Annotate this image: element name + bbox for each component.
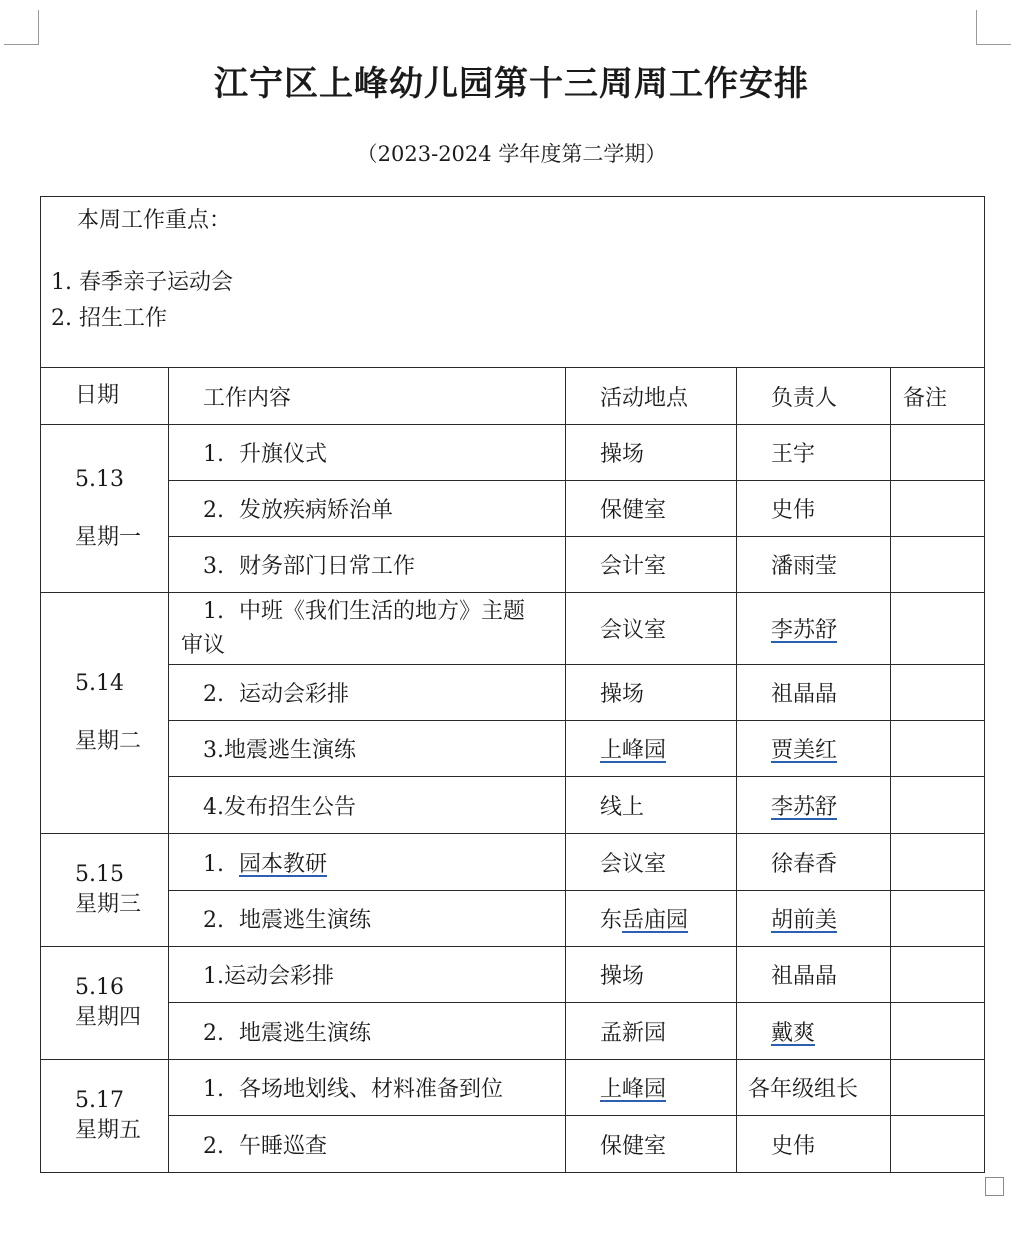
header-note: 备注 — [891, 368, 985, 425]
table-row — [41, 721, 985, 777]
table-row — [41, 665, 985, 721]
task-cell — [169, 947, 566, 1003]
note-cell — [891, 537, 985, 593]
note-cell — [891, 891, 985, 947]
owner-cell: 史伟 — [737, 481, 891, 537]
task-cell — [169, 481, 566, 537]
task-text: 午睡巡查 — [239, 1133, 328, 1159]
note-cell — [891, 593, 985, 665]
focus-row — [41, 197, 985, 368]
location-cell: 会议室 — [566, 834, 737, 891]
note-cell — [891, 1060, 985, 1116]
task-number: 2. — [203, 498, 224, 523]
date-label: 5.16 — [75, 975, 124, 1000]
page-corner-mark-top-right — [976, 10, 1011, 45]
task-number: 2. — [203, 908, 224, 933]
owner-cell: 祖晶晶 — [737, 665, 891, 721]
task-cell — [169, 834, 566, 891]
page-corner-mark-top-left — [4, 10, 39, 45]
task-cell — [169, 537, 566, 593]
note-cell — [891, 777, 985, 834]
table-row — [41, 777, 985, 834]
location-cell — [566, 721, 737, 777]
task-text: 中班《我们生活的地方》主题 — [239, 598, 526, 624]
table-row — [41, 1060, 985, 1116]
task-text-continued: 审议 — [181, 632, 226, 658]
table-row — [41, 537, 985, 593]
owner-name: 李苏舒 — [771, 794, 838, 820]
date-cell — [41, 1060, 169, 1173]
owner-name: 贾美红 — [771, 738, 838, 763]
date-label: 5.17 — [75, 1088, 124, 1113]
task-number: 1. — [203, 1077, 224, 1102]
date-cell — [41, 947, 169, 1060]
date-label: 5.15 — [75, 862, 124, 887]
task-number: 2. — [203, 1133, 224, 1159]
table-row — [41, 1003, 985, 1060]
weekday-label: 星期二 — [75, 729, 142, 754]
task-cell — [169, 891, 566, 947]
header-content: 工作内容 — [169, 368, 566, 425]
weekday-label: 星期五 — [75, 1118, 142, 1143]
task-number: 1. — [203, 598, 224, 624]
owner-cell — [737, 721, 891, 777]
location-cell: 线上 — [566, 777, 737, 834]
date-label: 5.13 — [75, 466, 124, 492]
owner-cell: 潘雨莹 — [737, 537, 891, 593]
task-cell — [169, 1003, 566, 1060]
schedule-table — [40, 196, 985, 1173]
owner-cell: 各年级组长 — [737, 1060, 891, 1116]
location-cell: 操场 — [566, 665, 737, 721]
task-cell — [169, 1060, 566, 1116]
note-cell — [891, 721, 985, 777]
task-number: 2. — [203, 682, 224, 707]
task-text: 运动会彩排 — [224, 964, 335, 989]
paragraph-end-mark — [985, 1177, 1004, 1196]
location-name: 上峰园 — [600, 1077, 667, 1102]
date-cell — [41, 425, 169, 593]
note-cell — [891, 425, 985, 481]
document-title: 江宁区上峰幼儿园第十三周周工作安排 — [214, 64, 809, 104]
location-cell: 孟新园 — [566, 1003, 737, 1060]
location-cell: 会议室 — [566, 593, 737, 665]
note-cell — [891, 1116, 985, 1173]
task-cell — [169, 721, 566, 777]
owner-cell — [737, 777, 891, 834]
note-cell — [891, 665, 985, 721]
table-row — [41, 891, 985, 947]
table-row — [41, 1116, 985, 1173]
task-number: 1. — [203, 851, 224, 877]
task-cell — [169, 1116, 566, 1173]
task-text: 发放疾病矫治单 — [239, 498, 394, 523]
header-date: 日期 — [41, 368, 169, 425]
focus-heading: 本周工作重点： — [77, 208, 232, 233]
note-cell — [891, 481, 985, 537]
table-row — [41, 947, 985, 1003]
document-subtitle: （2023-2024 学年度第二学期） — [356, 142, 667, 166]
task-cell — [169, 425, 566, 481]
owner-name: 戴爽 — [771, 1020, 816, 1046]
task-text: 升旗仪式 — [239, 442, 328, 467]
weekday-label: 星期三 — [75, 892, 142, 917]
weekday-label: 星期四 — [75, 1005, 142, 1030]
header-owner: 负责人 — [737, 368, 891, 425]
task-text: 地震逃生演练 — [239, 1020, 372, 1046]
owner-cell: 王宇 — [737, 425, 891, 481]
header-location: 活动地点 — [566, 368, 737, 425]
header-row — [41, 368, 985, 425]
note-cell — [891, 947, 985, 1003]
date-cell — [41, 834, 169, 947]
weekday-label: 星期一 — [75, 524, 142, 550]
note-cell — [891, 1003, 985, 1060]
task-number: 3. — [203, 738, 224, 763]
owner-cell — [737, 891, 891, 947]
task-number: 1. — [203, 442, 224, 467]
table-row — [41, 593, 985, 665]
table-row — [41, 425, 985, 481]
location-cell: 会计室 — [566, 537, 737, 593]
task-number: 1. — [203, 964, 224, 989]
location-cell: 操场 — [566, 425, 737, 481]
task-number: 3. — [203, 554, 224, 579]
task-text: 地震逃生演练 — [239, 908, 372, 933]
owner-name: 李苏舒 — [771, 618, 838, 643]
owner-cell: 徐春香 — [737, 834, 891, 891]
focus-item: 1. 春季亲子运动会 — [51, 270, 233, 295]
task-text: 园本教研 — [239, 851, 328, 877]
location-name: 岳庙园 — [622, 908, 689, 933]
date-label: 5.14 — [75, 671, 124, 696]
location-prefix: 东 — [600, 908, 623, 933]
focus-cell — [41, 197, 985, 368]
task-text: 各场地划线、材料准备到位 — [239, 1077, 504, 1102]
table-row — [41, 834, 985, 891]
location-cell: 操场 — [566, 947, 737, 1003]
task-text: 地震逃生演练 — [224, 738, 357, 763]
table-row — [41, 481, 985, 537]
owner-cell — [737, 593, 891, 665]
location-cell — [566, 891, 737, 947]
location-name: 上峰园 — [600, 738, 667, 763]
task-text: 财务部门日常工作 — [239, 554, 416, 579]
task-cell — [169, 665, 566, 721]
note-cell — [891, 834, 985, 891]
location-cell: 保健室 — [566, 481, 737, 537]
task-cell — [169, 593, 566, 665]
task-number: 4. — [203, 794, 224, 820]
owner-cell: 史伟 — [737, 1116, 891, 1173]
task-text: 运动会彩排 — [239, 682, 350, 707]
owner-cell — [737, 1003, 891, 1060]
location-cell — [566, 1060, 737, 1116]
task-cell — [169, 777, 566, 834]
owner-name: 胡前美 — [771, 908, 838, 933]
owner-cell: 祖晶晶 — [737, 947, 891, 1003]
task-number: 2. — [203, 1020, 224, 1046]
location-cell: 保健室 — [566, 1116, 737, 1173]
date-cell — [41, 593, 169, 834]
focus-item: 2. 招生工作 — [51, 306, 167, 331]
task-text: 发布招生公告 — [224, 794, 357, 820]
